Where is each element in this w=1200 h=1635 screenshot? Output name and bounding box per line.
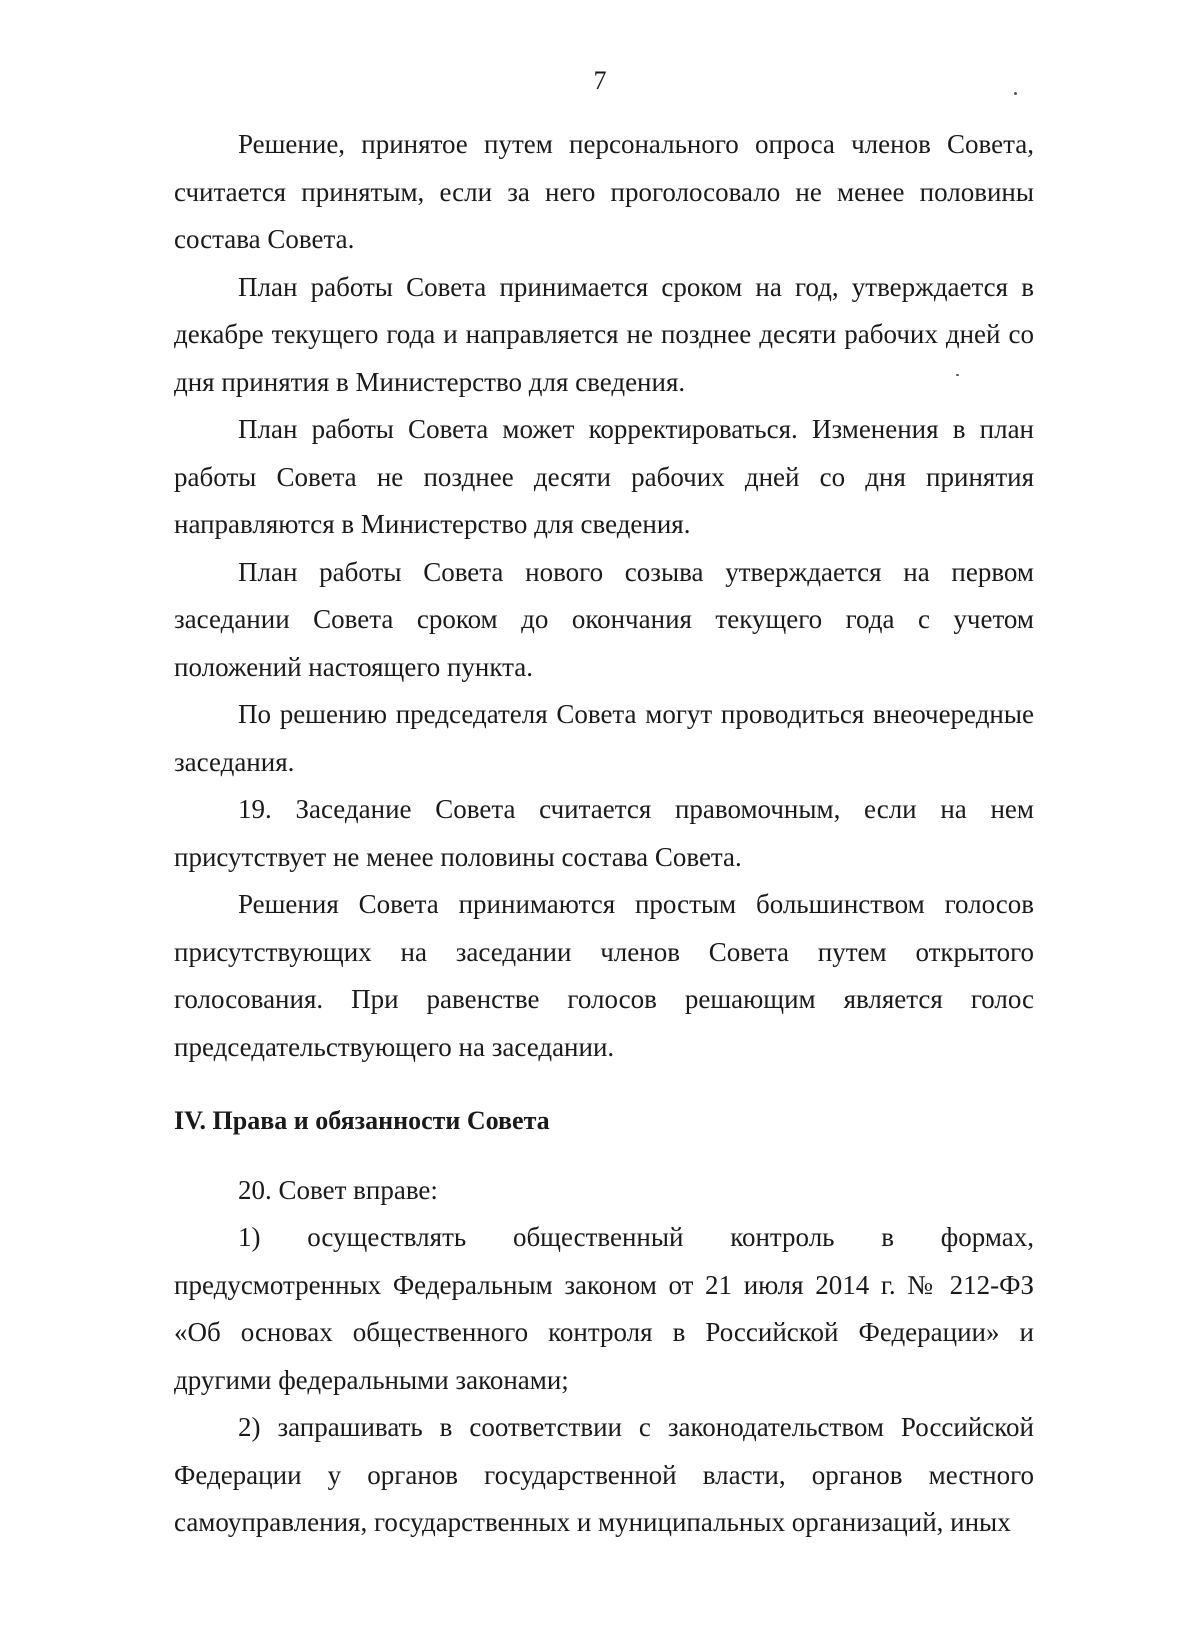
paragraph: 2) запрашивать в соответствии с законодательством Российской Федерации у органов государственной власти, органов местного самоуправления, государственных и муниципальных организаций, иных	[174, 1412, 1034, 1537]
scan-speck	[1014, 92, 1017, 95]
paragraph: План работы Совета принимается сроком на год, утверждается в декабре текущего года и направляется не позднее десяти рабочих дней со дня принятия в Министерство для сведения.	[174, 271, 1034, 397]
paragraph: По решению председателя Совета могут проводиться внеочередные заседания.	[174, 699, 1034, 777]
page-number: 7	[593, 66, 607, 95]
paragraph: План работы Совета нового созыва утверждается на первом заседании Совета сроком до окончания текущего года с учетом положений настоящего пункта.	[174, 556, 1034, 682]
paragraph: 19. Заседание Совета считается правомочным, если на нем присутствует не менее половины состава Совета.	[174, 794, 1034, 872]
paragraph: 1) осуществлять общественный контроль в формах, предусмотренных Федеральным законом от 21 июля 2014 г. № 212-ФЗ «Об основах общественного контроля в Российской Федерации» и другими федеральными законами;	[174, 1222, 1034, 1395]
paragraph: План работы Совета может корректироваться. Изменения в план работы Совета не позднее десяти рабочих дней со дня принятия направляются в Министерство для сведения.	[174, 414, 1034, 539]
paragraph: Решение, принятое путем персонального опроса членов Совета, считается принятым, если за него проголосовало не менее половины состава Совета.	[174, 129, 1034, 254]
section-heading: IV. Права и обязанности Совета	[174, 1106, 550, 1135]
paragraph: Решения Совета принимаются простым большинством голосов присутствующих на заседании членов Совета путем открытого голосования. При равенстве голосов решающим является голос председательствующего на заседании.	[174, 889, 1034, 1062]
document-body	[174, 121, 1034, 1547]
paragraph: 20. Совет вправе:	[238, 1174, 438, 1205]
